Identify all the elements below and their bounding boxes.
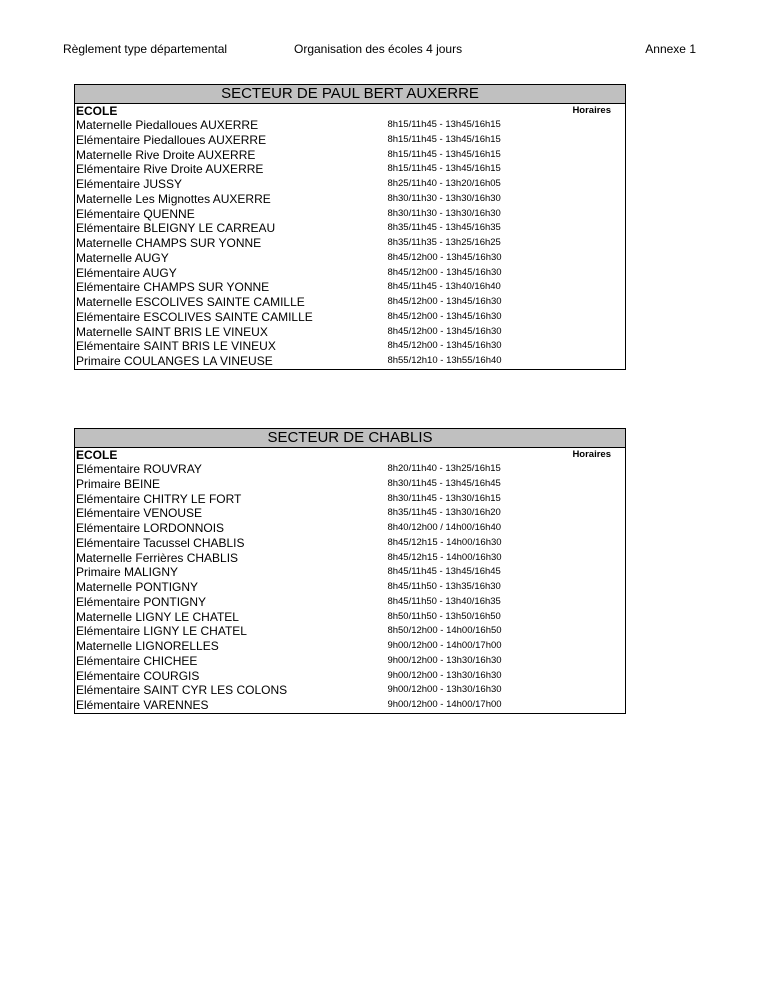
table-row <box>75 477 625 492</box>
table-row <box>75 551 625 566</box>
school-hours: 8h45/12h00 - 13h45/16h30 <box>387 325 502 337</box>
table-row <box>75 639 625 654</box>
school-name: Elémentaire ESCOLIVES SAINTE CAMILLE <box>76 309 313 324</box>
table-row <box>75 580 625 595</box>
school-hours: 8h45/12h00 - 13h45/16h30 <box>387 251 502 263</box>
school-name: Maternelle LIGNORELLES <box>76 639 219 653</box>
school-hours: 8h45/12h15 - 14h00/16h30 <box>387 551 502 563</box>
table-row <box>75 610 625 625</box>
school-name: Elémentaire SAINT CYR LES COLONS <box>76 683 288 698</box>
school-name: Elémentaire ROUVRAY <box>76 462 202 476</box>
school-hours: 8h45/11h45 - 13h40/16h40 <box>387 281 501 293</box>
table-row <box>75 698 625 713</box>
table-row <box>75 462 625 477</box>
table-row <box>75 492 625 507</box>
school-name: Maternelle CHAMPS SUR YONNE <box>76 236 262 250</box>
school-hours: 9h00/12h00 - 14h00/17h00 <box>387 640 502 651</box>
school-hours: 8h45/12h15 - 14h00/16h30 <box>387 536 502 548</box>
table-row <box>75 221 625 236</box>
school-name: Elémentaire QUENNE <box>76 206 195 221</box>
school-name: Elémentaire VARENNES <box>76 698 209 712</box>
table-row <box>75 683 625 698</box>
table-row <box>75 339 625 354</box>
table-row <box>75 310 625 325</box>
school-name: Elémentaire CHICHEE <box>76 653 198 668</box>
school-hours: 9h00/12h00 - 13h30/16h30 <box>387 654 502 666</box>
school-hours: 9h00/12h00 - 13h30/16h30 <box>387 669 502 681</box>
school-name: Elémentaire Piedalloues AUXERRE <box>76 132 267 147</box>
column-header-row <box>75 104 625 118</box>
column-header-school: ECOLE <box>76 104 118 118</box>
school-hours: 8h45/12h00 - 13h45/16h30 <box>387 296 502 307</box>
sector-table-paul-bert <box>74 84 626 370</box>
school-name: Maternelle Rive Droite AUXERRE <box>76 147 256 162</box>
school-hours: 8h25/11h40 - 13h20/16h05 <box>387 178 501 189</box>
school-hours: 8h30/11h45 - 13h30/16h15 <box>387 492 501 504</box>
table-row <box>75 521 625 536</box>
school-name: Elémentaire Tacussel CHABLIS <box>76 535 245 550</box>
school-name: Elémentaire VENOUSE <box>76 506 203 521</box>
school-hours: 9h00/12h00 - 13h30/16h30 <box>387 684 502 696</box>
column-header-row <box>75 448 625 462</box>
table-row <box>75 506 625 521</box>
table-row <box>75 624 625 639</box>
column-header-school: ECOLE <box>76 448 118 462</box>
school-name: Primaire COULANGES LA VINEUSE <box>76 354 273 368</box>
school-name: Maternelle Les Mignottes AUXERRE <box>76 191 271 206</box>
table-row <box>75 148 625 163</box>
school-name: Elémentaire LIGNY LE CHATEL <box>76 624 247 639</box>
school-name: Primaire MALIGNY <box>76 565 179 580</box>
school-hours: 8h45/12h00 - 13h45/16h30 <box>387 340 502 352</box>
table-row <box>75 354 625 369</box>
school-hours: 8h55/12h10 - 13h55/16h40 <box>387 355 502 366</box>
school-hours: 8h15/11h45 - 13h45/16h15 <box>387 148 501 160</box>
table-row <box>75 325 625 340</box>
school-hours: 8h45/12h00 - 13h45/16h30 <box>387 310 502 322</box>
table-row <box>75 654 625 669</box>
school-hours: 8h15/11h45 - 13h45/16h15 <box>387 119 501 130</box>
school-name: Maternelle Ferrières CHABLIS <box>76 550 239 565</box>
school-name: Elémentaire AUGY <box>76 265 177 280</box>
column-header-hours: Horaires <box>572 449 611 460</box>
school-name: Maternelle ESCOLIVES SAINTE CAMILLE <box>76 295 305 309</box>
school-hours: 8h35/11h45 - 13h30/16h20 <box>387 507 501 519</box>
school-name: Primaire BEINE <box>76 476 161 491</box>
school-name: Elémentaire JUSSY <box>76 177 183 191</box>
school-hours: 8h15/11h45 - 13h45/16h15 <box>387 133 501 145</box>
school-name: Maternelle PONTIGNY <box>76 580 199 594</box>
school-name: Elémentaire BLEIGNY LE CARREAU <box>76 221 276 236</box>
school-name: Elémentaire COURGIS <box>76 668 200 683</box>
school-name: Elémentaire CHAMPS SUR YONNE <box>76 280 270 295</box>
school-name: Elémentaire CHITRY LE FORT <box>76 491 242 506</box>
school-hours: 9h00/12h00 - 14h00/17h00 <box>387 699 502 710</box>
table-row <box>75 133 625 148</box>
table-row <box>75 565 625 580</box>
sector-title: SECTEUR DE PAUL BERT AUXERRE <box>75 85 625 104</box>
school-name: Elémentaire SAINT BRIS LE VINEUX <box>76 339 276 354</box>
table-row <box>75 280 625 295</box>
school-hours: 8h35/11h45 - 13h45/16h35 <box>387 222 501 234</box>
school-hours: 8h50/12h00 - 14h00/16h50 <box>387 625 502 637</box>
header-left-text: Règlement type départemental <box>63 42 228 56</box>
school-hours: 8h30/11h30 - 13h30/16h30 <box>387 192 501 204</box>
school-hours: 8h20/11h40 - 13h25/16h15 <box>387 463 501 474</box>
table-row <box>75 295 625 310</box>
school-name: Elémentaire PONTIGNY <box>76 594 207 609</box>
school-hours: 8h45/12h00 - 13h45/16h30 <box>387 266 502 278</box>
school-hours: 8h30/11h30 - 13h30/16h30 <box>387 207 501 219</box>
school-hours: 8h35/11h35 - 13h25/16h25 <box>387 237 501 248</box>
header-right-text: Annexe 1 <box>645 42 696 56</box>
table-row <box>75 177 625 192</box>
school-hours: 8h45/11h45 - 13h45/16h45 <box>387 566 501 578</box>
table-row <box>75 536 625 551</box>
table-row <box>75 669 625 684</box>
table-row <box>75 118 625 133</box>
school-hours: 8h45/11h50 - 13h35/16h30 <box>387 581 501 592</box>
school-hours: 8h45/11h50 - 13h40/16h35 <box>387 595 501 607</box>
school-hours: 8h50/11h50 - 13h50/16h50 <box>387 610 501 622</box>
header-center-text: Organisation des écoles 4 jours <box>294 42 463 56</box>
school-hours: 8h40/12h00 / 14h00/16h40 <box>387 522 502 533</box>
school-name: Maternelle Piedalloues AUXERRE <box>76 118 259 132</box>
school-name: Elémentaire Rive Droite AUXERRE <box>76 162 264 177</box>
column-header-hours: Horaires <box>572 105 611 116</box>
page-header <box>0 42 768 58</box>
school-name: Maternelle AUGY <box>76 250 169 265</box>
table-row <box>75 162 625 177</box>
table-row <box>75 207 625 222</box>
school-name: Maternelle SAINT BRIS LE VINEUX <box>76 324 268 339</box>
table-row <box>75 251 625 266</box>
table-row <box>75 192 625 207</box>
sector-title: SECTEUR DE CHABLIS <box>75 429 625 448</box>
school-hours: 8h15/11h45 - 13h45/16h15 <box>387 163 501 175</box>
school-hours: 8h30/11h45 - 13h45/16h45 <box>387 477 501 489</box>
sector-table-chablis <box>74 428 626 714</box>
table-row <box>75 236 625 251</box>
school-name: Elémentaire LORDONNOIS <box>76 521 225 535</box>
table-row <box>75 595 625 610</box>
school-name: Maternelle LIGNY LE CHATEL <box>76 609 239 624</box>
table-row <box>75 266 625 281</box>
